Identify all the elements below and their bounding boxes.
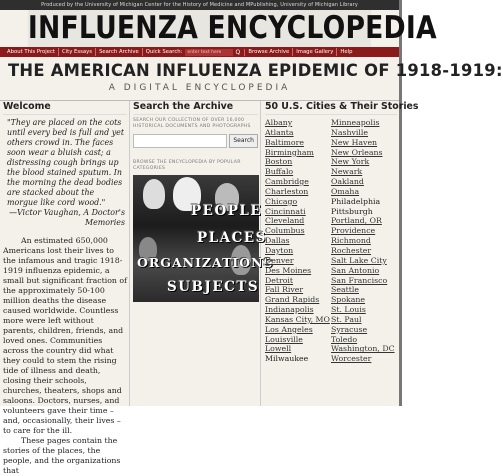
nav-image-gallery[interactable]: Image Gallery bbox=[293, 48, 337, 56]
nav-browse-archive[interactable]: Browse Archive bbox=[245, 48, 293, 56]
welcome-paragraph-2: These pages contain the stories of the places, the people, and the organizations that bbox=[3, 436, 121, 475]
city-link[interactable]: Portland, OR bbox=[331, 216, 382, 226]
quick-search bbox=[143, 49, 246, 56]
search-form bbox=[133, 134, 258, 148]
city-link[interactable]: Omaha bbox=[331, 186, 360, 196]
city-link[interactable]: Dallas bbox=[265, 236, 290, 246]
city-link[interactable]: Atlanta bbox=[265, 127, 294, 137]
city-link[interactable]: Washington, DC bbox=[331, 344, 395, 354]
search-heading: Search the Archive bbox=[133, 101, 258, 115]
banner bbox=[0, 57, 503, 101]
city-link[interactable]: Syracuse bbox=[331, 324, 368, 334]
quick-search-input[interactable]: enter text here bbox=[185, 49, 233, 56]
category-places[interactable]: PLACES bbox=[197, 230, 267, 246]
city-link[interactable]: Columbus bbox=[265, 226, 305, 236]
producer-bar: Produced by the University of Michigan Center for the History of Medicine and MPublishing, University of Michigan Library bbox=[0, 0, 399, 10]
city-link[interactable]: Newark bbox=[331, 167, 363, 177]
search-column bbox=[131, 101, 274, 406]
city-list-left bbox=[265, 118, 331, 364]
category-subjects[interactable]: SUBJECTS bbox=[167, 279, 260, 295]
welcome-quote: "They are placed on the cots until every bed is full and yet others crowd in. The faces soon wear a bluish cast; a distressing cough brings up the blood stained sputum. In the morning the dead bodies are stacked about the morgue like cord wood." bbox=[7, 118, 124, 207]
city-link[interactable]: Lowell bbox=[265, 344, 292, 354]
city-link[interactable]: Denver bbox=[265, 255, 294, 265]
browse-description: BROWSE THE ENCYCLOPEDIA BY POPULAR CATEGORIES bbox=[133, 160, 241, 171]
city-link[interactable]: Louisville bbox=[265, 334, 303, 344]
city-link[interactable]: Oakland bbox=[331, 177, 364, 187]
welcome-column bbox=[0, 101, 130, 475]
nav-city-essays[interactable]: City Essays bbox=[59, 48, 96, 56]
city-link[interactable]: Seattle bbox=[331, 285, 359, 295]
welcome-paragraph: An estimated 650,000 Americans lost their lives to the infamous and tragic 1918-1919 influenza epidemic, a small but significant fraction of the approximately 50-100 million deaths the disease caused worldwide. Countless more were left without parents, children, friends, and loved ones. Communities across the country did what they could to stem the rising tide of illness and death, closing their schools, churches, theaters, shops and saloons. Doctors, nurses, and volunteers gave their time – and, occasionally, their lives – to care for the ill. bbox=[3, 236, 128, 435]
nav-help[interactable]: Help bbox=[340, 49, 353, 55]
city-link[interactable]: Minneapolis bbox=[331, 118, 380, 127]
site-title[interactable]: INFLUENZA ENCYCLOPEDIA bbox=[27, 10, 437, 46]
city-list-right bbox=[331, 118, 397, 364]
main-nav bbox=[0, 47, 399, 57]
city-link[interactable]: Grand Rapids bbox=[265, 295, 320, 305]
content-columns bbox=[0, 101, 419, 475]
city-link[interactable]: Cleveland bbox=[265, 216, 305, 226]
city-link[interactable]: Nashville bbox=[331, 127, 368, 137]
city-link[interactable]: Salt Lake City bbox=[331, 255, 387, 265]
city-link[interactable]: Cambridge bbox=[265, 177, 309, 187]
city-link[interactable]: Philadelphia bbox=[331, 196, 381, 206]
quick-search-label: Quick Search: bbox=[145, 49, 183, 55]
city-link[interactable]: Fall River bbox=[265, 285, 304, 295]
city-link[interactable]: San Francisco bbox=[331, 275, 388, 285]
cities-heading: 50 U.S. Cities & Their Stories bbox=[265, 101, 397, 115]
city-link[interactable]: Los Angeles bbox=[265, 324, 313, 334]
city-link[interactable]: Boston bbox=[265, 157, 293, 167]
city-link[interactable]: Indianapolis bbox=[265, 305, 314, 315]
banner-subtitle: A DIGITAL ENCYCLOPEDIA bbox=[108, 83, 291, 93]
welcome-heading: Welcome bbox=[3, 101, 127, 115]
category-organizations[interactable]: ORGANIZATIONS bbox=[137, 255, 274, 270]
city-link[interactable]: San Antonio bbox=[331, 265, 380, 275]
nav-about[interactable]: About This Project bbox=[4, 48, 59, 56]
city-link[interactable]: New Orleans bbox=[331, 147, 383, 157]
cities-column bbox=[262, 101, 419, 406]
photo-figure bbox=[143, 179, 165, 209]
city-link[interactable]: Cincinnati bbox=[265, 206, 306, 216]
category-photo bbox=[133, 175, 274, 302]
archive-search-input[interactable] bbox=[133, 134, 227, 148]
search-description: SEARCH OUR COLLECTION OF OVER 16,000 HISTORICAL DOCUMENTS AND PHOTOGRAPHS bbox=[133, 118, 251, 129]
city-link[interactable]: Worcester bbox=[331, 354, 372, 364]
city-link[interactable]: Pittsburgh bbox=[331, 206, 373, 216]
city-link[interactable]: Providence bbox=[331, 226, 376, 236]
city-link[interactable]: Milwaukee bbox=[265, 354, 309, 364]
city-list bbox=[265, 118, 397, 364]
city-link[interactable]: Des Moines bbox=[265, 265, 312, 275]
city-link[interactable]: Rochester bbox=[331, 245, 372, 255]
nav-search-archive[interactable]: Search Archive bbox=[96, 48, 143, 56]
city-link[interactable]: St. Paul bbox=[331, 314, 362, 324]
quick-search-button[interactable]: Q bbox=[235, 48, 241, 56]
city-link[interactable]: Detroit bbox=[265, 275, 294, 285]
city-link[interactable]: Toledo bbox=[331, 334, 358, 344]
city-link[interactable]: Spokane bbox=[331, 295, 366, 305]
city-link[interactable]: Buffalo bbox=[265, 167, 294, 177]
archive-search-button[interactable]: Search bbox=[229, 134, 258, 148]
city-link[interactable]: Kansas City, MO bbox=[265, 314, 330, 324]
city-link[interactable]: New York bbox=[331, 157, 370, 167]
city-link[interactable]: Charleston bbox=[265, 186, 309, 196]
city-link[interactable]: Baltimore bbox=[265, 137, 304, 147]
banner-title: THE AMERICAN INFLUENZA EPIDEMIC OF 1918-1919: bbox=[7, 61, 503, 81]
city-link[interactable]: Richmond bbox=[331, 236, 371, 246]
city-link[interactable]: Birmingham bbox=[265, 147, 314, 157]
city-link[interactable]: New Haven bbox=[331, 137, 378, 147]
city-link[interactable]: Chicago bbox=[265, 196, 298, 206]
category-people[interactable]: PEOPLE bbox=[191, 203, 263, 219]
city-link[interactable]: Albany bbox=[265, 118, 293, 127]
city-link[interactable]: St. Louis bbox=[331, 305, 366, 315]
city-link[interactable]: Dayton bbox=[265, 245, 294, 255]
quote-attribution: —Victor Vaughan, A Doctor's Memories bbox=[9, 208, 125, 227]
